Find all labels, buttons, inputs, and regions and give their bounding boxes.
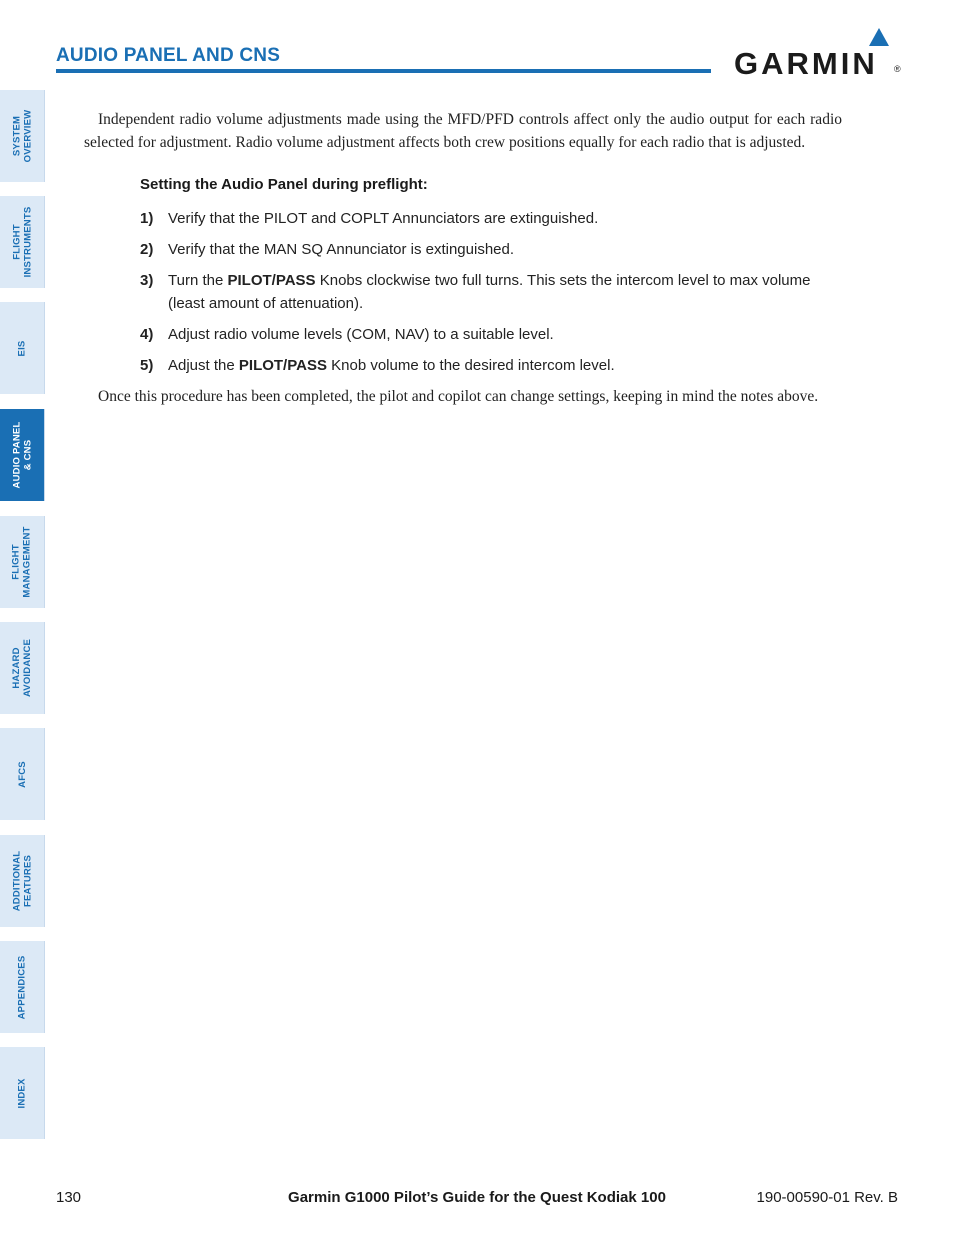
tab-audio-panel-cns[interactable] xyxy=(0,409,45,501)
intro-paragraph: Independent radio volume adjustments made using the MFD/PFD controls affect only the audio output for each radio selected for adjustment. Radio volume adjustment affects both crew positions equally for each radio that is adjusted. xyxy=(84,111,842,151)
step-text-pre: Adjust the xyxy=(168,357,239,374)
tab-flight-instruments[interactable] xyxy=(0,196,45,288)
tab-label: INDEX xyxy=(16,1077,28,1109)
procedure-title: Setting the Audio Panel during preflight: xyxy=(140,176,428,193)
procedure-step xyxy=(140,354,842,377)
procedure-step xyxy=(140,323,842,346)
tab-afcs[interactable] xyxy=(0,728,45,820)
page-number: 130 xyxy=(56,1189,82,1206)
step-text-pre: Verify that the MAN SQ Annunciator is extinguished. xyxy=(168,241,515,258)
knob-name: PILOT/PASS xyxy=(227,272,316,289)
closing-paragraph: Once this procedure has been completed, the pilot and copilot can change settings, keeping in mind the notes above. xyxy=(98,388,819,405)
section-title: AUDIO PANEL AND CNS xyxy=(56,45,281,66)
tab-flight-management[interactable] xyxy=(0,516,45,608)
tab-label: FLIGHT MANAGEMENT xyxy=(11,526,34,598)
page-footer xyxy=(56,1189,898,1211)
step-number: 3) xyxy=(140,272,154,289)
step-number: 2) xyxy=(140,241,154,258)
step-number: 4) xyxy=(140,326,154,343)
step-text-post: Knob volume to the desired intercom level. xyxy=(326,357,615,374)
tab-label: ADDITIONAL FEATURES xyxy=(11,850,34,912)
title-rule xyxy=(56,69,711,73)
step-text xyxy=(168,238,514,261)
tab-label: HAZARD AVOIDANCE xyxy=(11,638,34,698)
step-text xyxy=(168,323,554,346)
tab-appendices[interactable] xyxy=(0,941,45,1033)
step-number: 1) xyxy=(140,210,154,227)
garmin-logo xyxy=(734,26,901,81)
tab-label: FLIGHT INSTRUMENTS xyxy=(11,206,33,278)
logo-wordmark: GARMIN xyxy=(734,46,878,81)
tab-label: EIS xyxy=(16,340,28,356)
tab-system-overview[interactable] xyxy=(0,90,45,182)
tab-label: AUDIO PANEL & CNS xyxy=(11,421,34,489)
page-content xyxy=(84,108,842,408)
step-text-post: Knobs clockwise two full turns. This sets the intercom level to max volume (least amount of attenuation). xyxy=(168,272,811,312)
step-text xyxy=(168,269,842,315)
step-text xyxy=(168,354,615,377)
tab-label: APPENDICES xyxy=(16,955,28,1019)
step-text-pre: Turn the xyxy=(168,272,228,289)
document-revision: 190-00590-01 Rev. B xyxy=(756,1189,898,1206)
knob-name: PILOT/PASS xyxy=(238,357,327,374)
tab-index[interactable] xyxy=(0,1047,45,1139)
procedure-step xyxy=(140,269,842,315)
step-number: 5) xyxy=(140,357,154,374)
tab-eis[interactable] xyxy=(0,302,45,394)
guide-title: Garmin G1000 Pilot’s Guide for the Quest Kodiak 100 xyxy=(288,1189,666,1206)
logo-registered-mark: ® xyxy=(894,64,901,74)
tab-label: AFCS xyxy=(16,760,28,788)
step-text-pre: Verify that the PILOT and COPLT Annunciators are extinguished. xyxy=(168,210,599,227)
logo-triangle-icon xyxy=(867,26,891,48)
procedure-steps xyxy=(140,207,842,377)
procedure-step xyxy=(140,238,842,261)
step-text xyxy=(168,207,598,230)
procedure-step xyxy=(140,207,842,230)
tab-hazard-avoidance[interactable] xyxy=(0,622,45,714)
tab-additional-features[interactable] xyxy=(0,835,45,927)
tab-label: SYSTEM OVERVIEW xyxy=(11,109,34,163)
step-text-pre: Adjust radio volume levels (COM, NAV) to a suitable level. xyxy=(168,326,554,343)
